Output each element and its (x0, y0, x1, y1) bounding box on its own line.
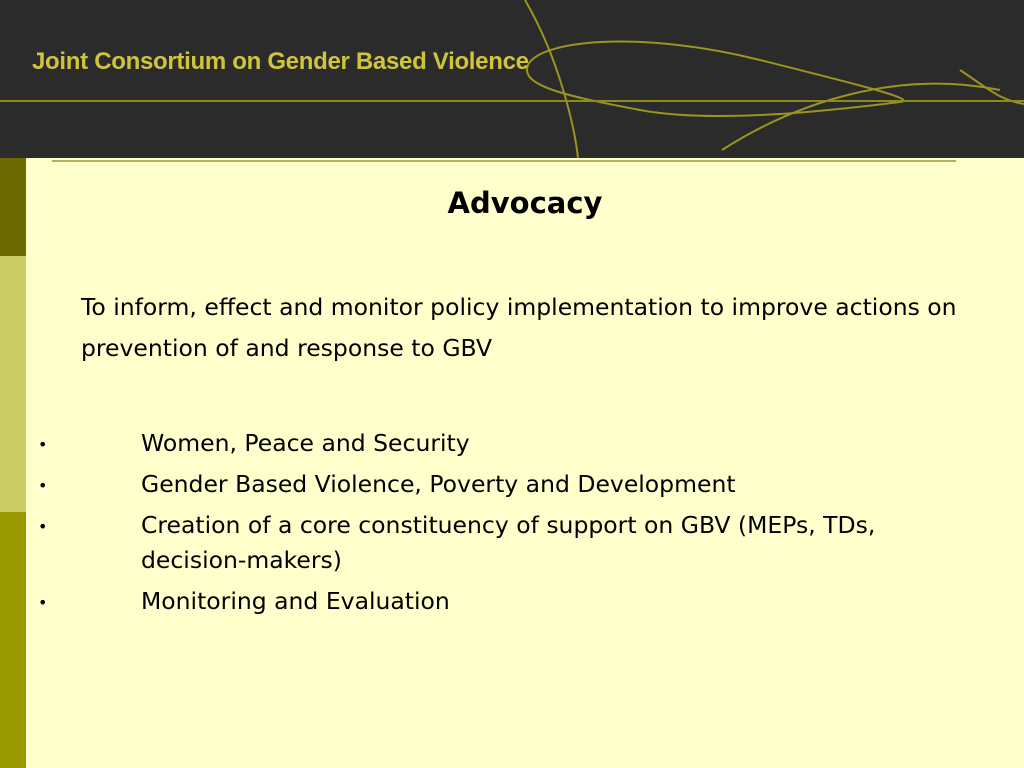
slide-title: Advocacy (447, 186, 603, 220)
header-rule (0, 100, 1024, 102)
side-accent-bar-top (0, 158, 26, 256)
bullet-marker: • (38, 476, 48, 495)
bullet-text: Monitoring and Evaluation (141, 587, 450, 615)
bullet-marker: • (38, 517, 48, 536)
list-item (38, 584, 998, 619)
organization-name: Joint Consortium on Gender Based Violence (32, 48, 529, 75)
bullet-text: Women, Peace and Security (141, 429, 470, 457)
bullet-text: Creation of a core constituency of support on GBV (MEPs, TDs, decision-makers) (141, 511, 876, 574)
list-item (38, 426, 998, 461)
decorative-swirl-lines (0, 0, 1024, 158)
side-accent-bar-middle (0, 256, 26, 512)
bullet-marker: • (38, 435, 48, 454)
bullet-text: Gender Based Violence, Poverty and Development (141, 470, 736, 498)
header-banner (0, 0, 1024, 158)
bullet-marker: • (38, 593, 48, 612)
content-divider (52, 160, 956, 162)
list-item (38, 467, 998, 502)
bullet-list (38, 426, 998, 619)
intro-paragraph: To inform, effect and monitor policy implementation to improve actions on prevention of and response to GBV (81, 293, 957, 362)
list-item (38, 508, 998, 578)
side-accent-bar-bottom (0, 512, 26, 768)
